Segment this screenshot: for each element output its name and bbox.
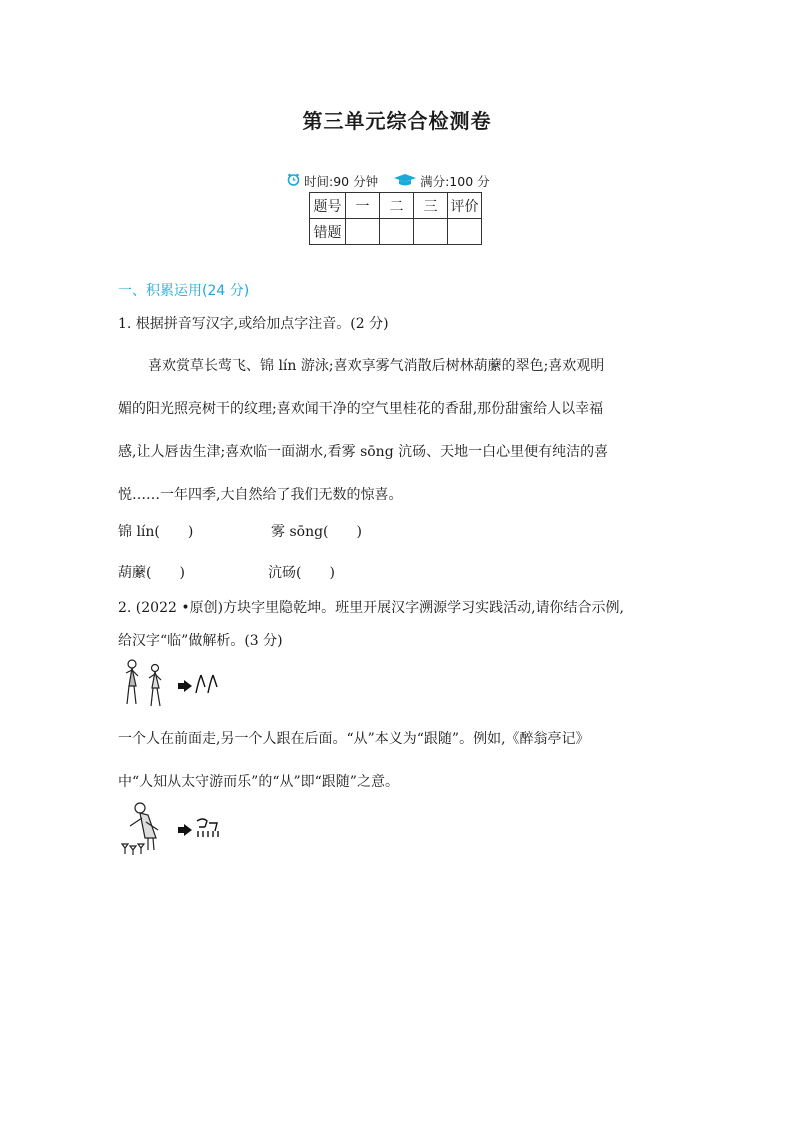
time-limit: 时间:90 分钟 [304, 174, 379, 189]
passage-line: 感,让人唇齿生津;喜欢临一面湖水,看雾 sōng 沆砀、天地一白心里便有纯洁的喜 [118, 444, 609, 460]
table-cell: 三 [414, 193, 448, 219]
table-cell: 二 [380, 193, 414, 219]
cong-illustration [118, 656, 221, 716]
table-cell: 错题 [310, 219, 346, 245]
ancient-cong-glyph-icon [195, 673, 221, 699]
graduation-cap-icon [394, 174, 416, 189]
clock-icon [287, 173, 300, 189]
passage-line: 悦……一年四季,大自然给了我们无数的惊喜。 [118, 487, 403, 503]
exam-meta [287, 172, 490, 190]
answer-blank: 雾 sōng( ) [271, 524, 362, 540]
question-2-prompt: 给汉字“临”做解析。(3 分) [118, 633, 283, 649]
table-cell: 评价 [448, 193, 482, 219]
question-2-prompt: 2. (2022 •原创)方块字里隐乾坤。班里开展汉字溯源学习实践活动,请你结合示例, [118, 600, 624, 616]
answer-blank: 锦 lín( ) [118, 524, 194, 540]
section-heading: 一、积累运用(24 分) [118, 283, 250, 299]
table-cell: 题号 [310, 193, 346, 219]
question-1-prompt: 1. 根据拼音写汉字,或给加点字注音。(2 分) [118, 316, 389, 332]
example-line: 中“人知从太守游而乐”的“从”即“跟随”之意。 [118, 774, 399, 790]
passage-line: 媚的阳光照亮树干的纹理;喜欢闻干净的空气里桂花的香甜,那份甜蜜给人以幸福 [118, 401, 604, 417]
two-people-walking-icon [118, 656, 172, 716]
arrow-right-icon [178, 821, 192, 840]
score-table [309, 192, 482, 245]
arrow-right-icon [178, 677, 192, 696]
person-looking-down-icon [118, 800, 172, 860]
lin-illustration [118, 800, 221, 860]
total-score: 满分:100 分 [420, 174, 490, 189]
table-cell [448, 219, 482, 245]
table-row [310, 219, 482, 245]
table-row [310, 193, 482, 219]
example-line: 一个人在前面走,另一个人跟在后面。“从”本义为“跟随”。例如,《醉翁亭记》 [118, 731, 590, 747]
passage-line: 喜欢赏草长莺飞、锦 lín 游泳;喜欢享雾气消散后树林葫䕷的翠色;喜欢观明 [148, 358, 605, 374]
table-cell [414, 219, 448, 245]
table-cell: 一 [346, 193, 380, 219]
table-cell [346, 219, 380, 245]
answer-blank: 沆砀( ) [268, 565, 335, 581]
ancient-lin-glyph-icon [195, 817, 221, 843]
answer-blank: 葫䕷( ) [118, 565, 185, 581]
page-title: 第三单元综合检测卷 [302, 109, 492, 133]
table-cell [380, 219, 414, 245]
